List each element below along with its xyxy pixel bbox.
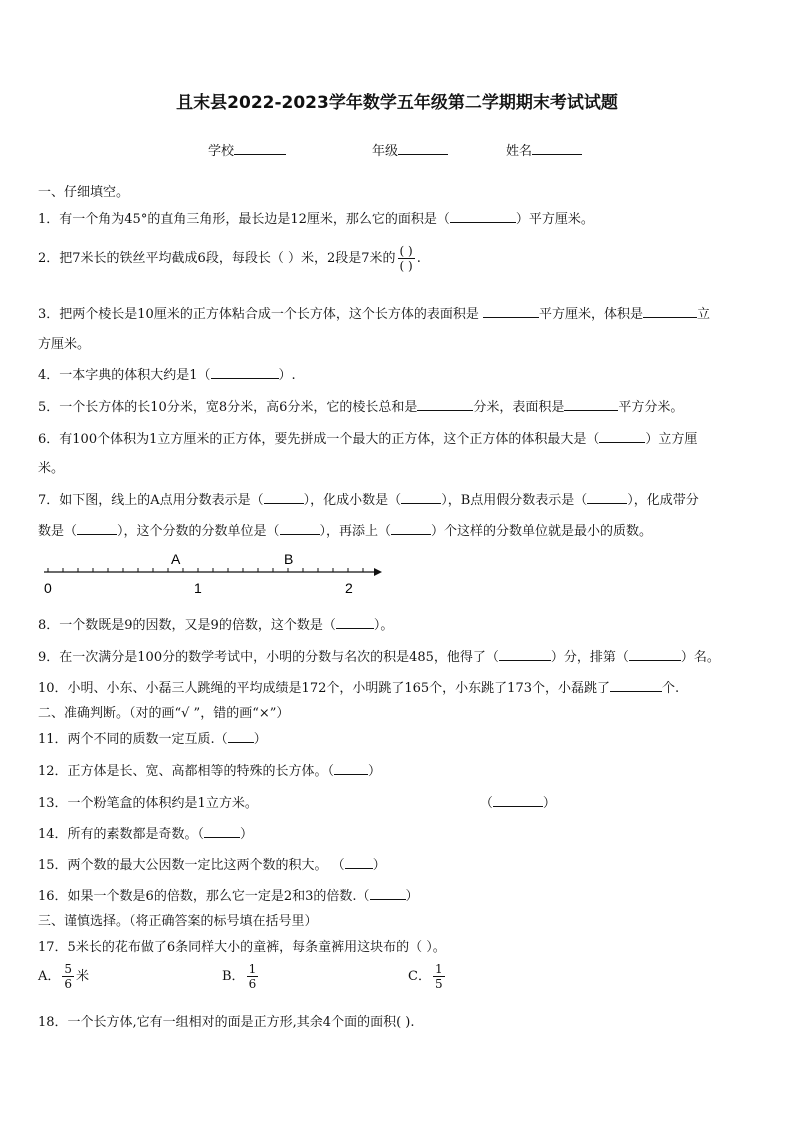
grade-field: 年级 bbox=[372, 140, 448, 159]
point-a-label: A bbox=[171, 551, 181, 567]
question-3: 3．把两个棱长是10厘米的正方体粘合成一个长方体，这个长方体的表面积是 平方厘米，体积是 立 bbox=[38, 307, 710, 322]
tick-label-1: 1 bbox=[194, 580, 202, 596]
section-heading-judge: 二、准确判断。（对的画“√ ”，错的画“×”） bbox=[38, 706, 290, 721]
question-11: 11．两个不同的质数一定互质.（ ） bbox=[38, 732, 267, 747]
grade-blank[interactable] bbox=[398, 142, 448, 155]
question-12: 12．正方体是长、宽、高都相等的特殊的长方体。（ ） bbox=[38, 764, 382, 779]
name-field: 姓名 bbox=[506, 140, 582, 159]
question-5: 5．一个长方体的长10分米，宽8分米，高6分米，它的棱长总和是 分米，表面积是 平方分米。 bbox=[38, 400, 684, 415]
question-9: 9．在一次满分是100分的数学考试中，小明的分数与名次的积是485，他得了（ ）分，排第（ ）名。 bbox=[38, 650, 720, 665]
point-b-label: B bbox=[284, 551, 294, 567]
school-blank[interactable] bbox=[234, 142, 286, 155]
question-6: 6．有100个体积为1立方厘米的正方体，要先拼成一个最大的正方体，这个正方体的体积最大是（ ）立方厘 bbox=[38, 432, 698, 447]
page-title: 且末县2022-2023学年数学五年级第二学期期末考试试题 bbox=[176, 93, 618, 113]
question-17: 17．5米长的花布做了6条同样大小的童裤，每条童裤用这块布的（ ）。 bbox=[38, 940, 446, 955]
option-c[interactable]: C． $\frac{1}{5}$ bbox=[408, 962, 443, 991]
question-15: 15．两个数的最大公因数一定比这两个数的积大。 （ ） bbox=[38, 858, 386, 873]
question-18: 18．一个长方体,它有一组相对的面是正方形,其余4个面的面积( ). bbox=[38, 1015, 415, 1030]
question-7: 7．如下图，线上的A点用分数表示是（ ），化成小数是（ ），B点用假分数表示是（ ），化成带分 bbox=[38, 493, 699, 508]
question-2: 2．把7米长的铁丝平均截成6段，每段长（ ）米，2段是7米的 $\frac{( )}{( )}$ . bbox=[38, 244, 421, 273]
section-heading-choose: 三、谨慎选择。（将正确答案的标号填在括号里） bbox=[38, 914, 318, 929]
question-6-cont: 米。 bbox=[38, 461, 65, 476]
question-13: 13．一个粉笔盒的体积约是1立方米。 （ ） bbox=[38, 796, 556, 811]
question-7-cont: 数是（ ），这个分数的分数单位是（ ），再添上（ ）个这样的分数单位就是最小的质数。 bbox=[38, 524, 653, 539]
question-4: 4．一本字典的体积大约是1（ ）. bbox=[38, 368, 296, 383]
number-line bbox=[38, 548, 388, 598]
question-14: 14．所有的素数都是奇数。（ ） bbox=[38, 827, 254, 842]
question-3-cont: 方厘米。 bbox=[38, 337, 91, 352]
name-blank[interactable] bbox=[532, 142, 582, 155]
section-heading-fill: 一、仔细填空。 bbox=[38, 185, 130, 200]
option-b[interactable]: B． $\frac{1}{6}$ bbox=[222, 962, 257, 991]
question-8: 8．一个数既是9的因数，又是9的倍数，这个数是（ ）。 bbox=[38, 618, 394, 633]
question-10: 10．小明、小东、小磊三人跳绳的平均成绩是172个，小明跳了165个，小东跳了173个，小磊跳了 个. bbox=[38, 681, 680, 696]
option-a[interactable]: A． $\frac{5}{6}$ 米 bbox=[38, 962, 90, 991]
tick-label-0: 0 bbox=[44, 580, 52, 596]
question-1: 1．有一个角为45°的直角三角形，最长边是12厘米，那么它的面积是（ ）平方厘米。 bbox=[38, 212, 594, 227]
school-field: 学校 bbox=[208, 140, 286, 159]
question-16: 16．如果一个数是6的倍数，那么它一定是2和3的倍数.（ ） bbox=[38, 889, 419, 904]
tick-label-2: 2 bbox=[345, 580, 353, 596]
fraction-blank: $\frac{( )}{( )}$ bbox=[399, 244, 413, 273]
